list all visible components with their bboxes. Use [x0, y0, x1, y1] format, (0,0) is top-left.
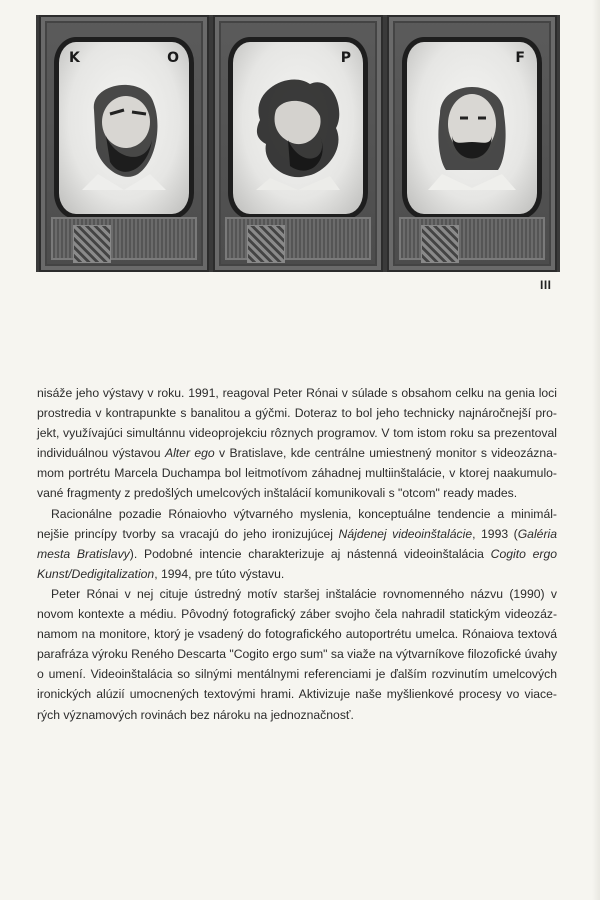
text-run: mom portrétu Marcela Duchampa bol leitmotívom záhadnej multiinštalácie, v ktorej naakumulo-: [37, 466, 557, 481]
text-line: [37, 684, 557, 704]
tv-speaker-panel: [51, 217, 197, 260]
page-number: III: [540, 278, 552, 292]
text-run: Racionálne pozadie Rónaiovho výtvarného myslenia, konceptuálne tendencie a minimál-: [51, 506, 557, 521]
text-line: [37, 544, 557, 564]
tv-letter: K: [69, 50, 80, 66]
tv-knob-icon: [421, 225, 459, 263]
tv-set-3: [387, 15, 557, 272]
text-run: vané fragmenty z predošlých umelcových inštalácií komunikovali s "otcom" ready mades.: [37, 486, 518, 501]
tv-screen: [402, 37, 542, 219]
text-run: nejšie princípy tvorby sa vracajú do jeho ironizujúcej: [37, 526, 339, 541]
paragraph: [37, 584, 557, 725]
tv-letter: F: [515, 50, 525, 66]
text-run: prostredia v kontrapunkte s banalitou a gýčmi. Doteraz to bol jeho technicky najnáročnejší pro-: [37, 406, 557, 421]
text-line: [37, 443, 557, 463]
text-run: novom kontexte a médiu. Pôvodný fotografický záber svojho čela nahradil statickým videozáz-: [37, 607, 557, 622]
text-line: [37, 604, 557, 624]
text-line: [37, 403, 557, 423]
text-run: Peter Rónai v nej cituje ústredný motív staršej inštalácie rovnomenného názvu (1990) v: [51, 586, 557, 601]
heavily-distorted-portrait-icon: [250, 70, 346, 190]
tv-speaker-panel: [399, 217, 545, 260]
body-text: [37, 383, 557, 725]
tv-set-1: [39, 15, 209, 272]
text-run: individuálnou výstavou: [37, 446, 165, 461]
italic-title: Galéria: [517, 526, 557, 541]
tv-screen: [228, 37, 368, 219]
paragraph: [37, 504, 557, 584]
text-line: [37, 644, 557, 664]
text-run: ironických alúzií umocnených textovými hrami. Aktivizuje naše myšlienkové procesy vo viace-: [37, 687, 557, 702]
italic-title: Alter ego: [164, 446, 215, 461]
text-run: ). Podobné intencie charakterizuje aj nástenná videoinštalácia: [129, 546, 491, 561]
text-run: , 1993 (: [472, 526, 518, 541]
tv-screen: [54, 37, 194, 219]
text-line: [37, 664, 557, 684]
distorted-portrait-icon: [76, 70, 172, 190]
text-run: o umení. Videoinštalácia so silnými mentálnymi referenciami je ďalším rozvinutím umelcových: [37, 667, 557, 682]
text-line: [37, 483, 557, 503]
italic-title: Nájdenej videoinštalácie: [338, 526, 473, 541]
text-run: parafráza výroku Reného Descarta "Cogito ergo sum" sa viaže na výtvarníkove filozofické úvahy: [37, 647, 558, 662]
text-line: [37, 504, 557, 524]
text-line: [37, 524, 557, 544]
paragraph: [37, 383, 557, 504]
tv-letter: O: [167, 50, 179, 66]
tv-set-2: [213, 15, 383, 272]
italic-title: Kunst/Dedigitalization: [37, 566, 155, 581]
text-run: v Bratislave, kde centrálne umiestnený monitor s videozázna-: [214, 446, 557, 461]
text-line: [37, 463, 557, 483]
tv-knob-icon: [73, 225, 111, 263]
text-run: rých významových rovinách bez nároku na jednoznačnosť.: [37, 707, 354, 722]
tv-letter: P: [340, 50, 351, 66]
text-run: , 1994, pre túto výstavu.: [154, 566, 285, 581]
page-edge: [592, 0, 600, 900]
tv-knob-icon: [247, 225, 285, 263]
text-run: nisáže jeho výstavy v roku. 1991, reagoval Peter Rónai v súlade s obsahom celku na genia loci: [37, 386, 557, 400]
text-line: [37, 584, 557, 604]
text-line: [37, 624, 557, 644]
text-run: namom na monitore, ktorý je vsadený do fotografického autoportrétu umelca. Rónaiova textová: [37, 627, 557, 642]
italic-title: mesta Bratislavy: [37, 546, 130, 561]
text-line: [37, 383, 557, 403]
portrait-icon: [424, 70, 520, 190]
text-run: jekt, využívajúci simultánnu videoprojekciu rôznych programov. V tom istom roku sa prezentoval: [37, 426, 557, 441]
text-line: [37, 564, 557, 584]
text-line: [37, 423, 557, 443]
text-line: [37, 705, 557, 725]
tv-triptych-photo: [36, 15, 560, 272]
italic-title: Cogito ergo: [490, 546, 558, 561]
tv-speaker-panel: [225, 217, 371, 260]
